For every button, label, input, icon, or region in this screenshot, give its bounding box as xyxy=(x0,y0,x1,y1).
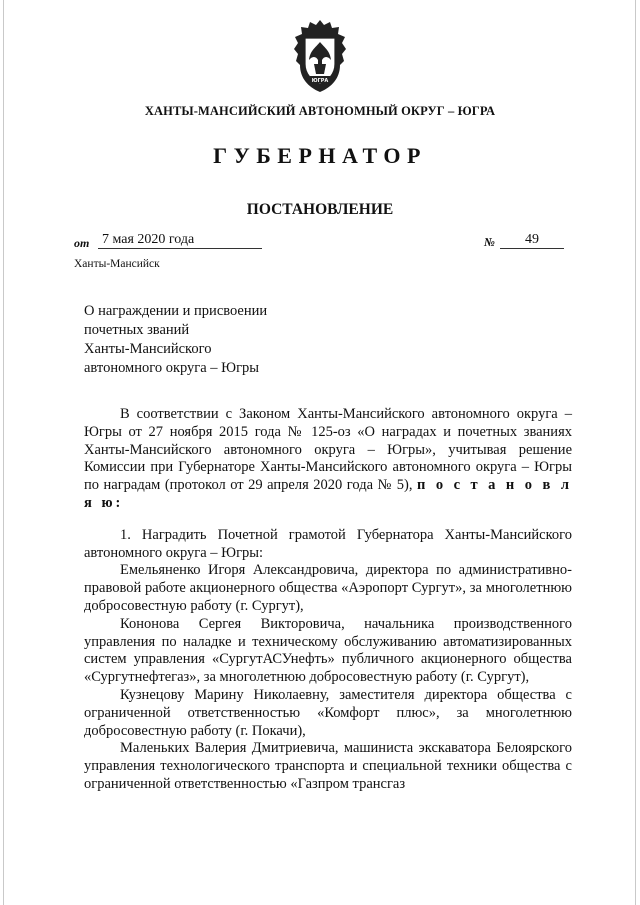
subject-line: автономного округа – Югры xyxy=(84,360,260,376)
document-body xyxy=(84,406,572,794)
person-paragraph: Кузнецову Марину Николаевну, заместителя директора общества с ограниченной ответственностью «Комфорт плюс», за многолетнюю добросовестную работу (г. Покачи), xyxy=(84,686,572,739)
coat-of-arms-icon xyxy=(290,18,350,94)
document-date: 7 мая 2020 года xyxy=(98,232,262,249)
preamble-text: В соответствии с Законом Ханты-Мансийского автономного округа – Югры от 27 ноября 2015 года № 125-оз «О наградах и почетных званиях Ханты-Мансийского автономного округа – Югры», учитывая решение Комиссии при Губернаторе Ханты-Мансийского автономного округа – Югры по наградам (протокол от 29 апреля 2020 года № 5), xyxy=(84,406,572,494)
preamble-paragraph xyxy=(84,406,572,513)
subject-line: почетных званий xyxy=(84,322,190,338)
scan-edge-right xyxy=(635,0,636,905)
subject-line: О награждении и присвоении xyxy=(84,303,268,319)
governor-title: ГУБЕРНАТОР xyxy=(213,143,427,168)
person-paragraph: Кононова Сергея Викторовича, начальника производственного управления по наладке и техническому обслуживанию автоматизированных систем управления «СургутАСУнефть» публичного акционерного общества «Сургутнефтегаз», за многолетнюю добросовестную работу (г. Сургут), xyxy=(84,615,572,686)
date-prefix: от xyxy=(74,236,90,250)
person-paragraph: Емельяненко Игоря Александровича, директора по административно-правовой работе акционерного общества «Аэропорт Сургут», за многолетнюю добросовестную работу (г. Сургут), xyxy=(84,562,572,614)
emblem-lettering: ЮГРА xyxy=(311,78,329,84)
region-name: ХАНТЫ-МАНСИЙСКИЙ АВТОНОМНЫЙ ОКРУГ – ЮГРА xyxy=(144,104,496,118)
subject-line: Ханты-Мансийского xyxy=(84,341,212,357)
city: Ханты-Мансийск xyxy=(74,258,160,270)
document-type: ПОСТАНОВЛЕНИЕ xyxy=(246,201,394,218)
resolve-word: п о с т а н о в л я ю: xyxy=(84,477,573,511)
person-paragraph: Маленьких Валерия Дмитриевича, машиниста экскаватора Белоярского управления технологического транспорта и специальной техники общества с ограниченной ответственностью «Газпром трансгаз xyxy=(84,740,572,792)
document-number: 49 xyxy=(500,232,564,249)
item-heading: 1. Наградить Почетной грамотой Губернатора Ханты-Мансийского автономного округа – Югры: xyxy=(84,526,572,561)
document-subject xyxy=(84,302,267,378)
date-number-row xyxy=(74,232,570,254)
number-prefix: № xyxy=(484,235,495,249)
scan-edge-left xyxy=(3,0,4,905)
